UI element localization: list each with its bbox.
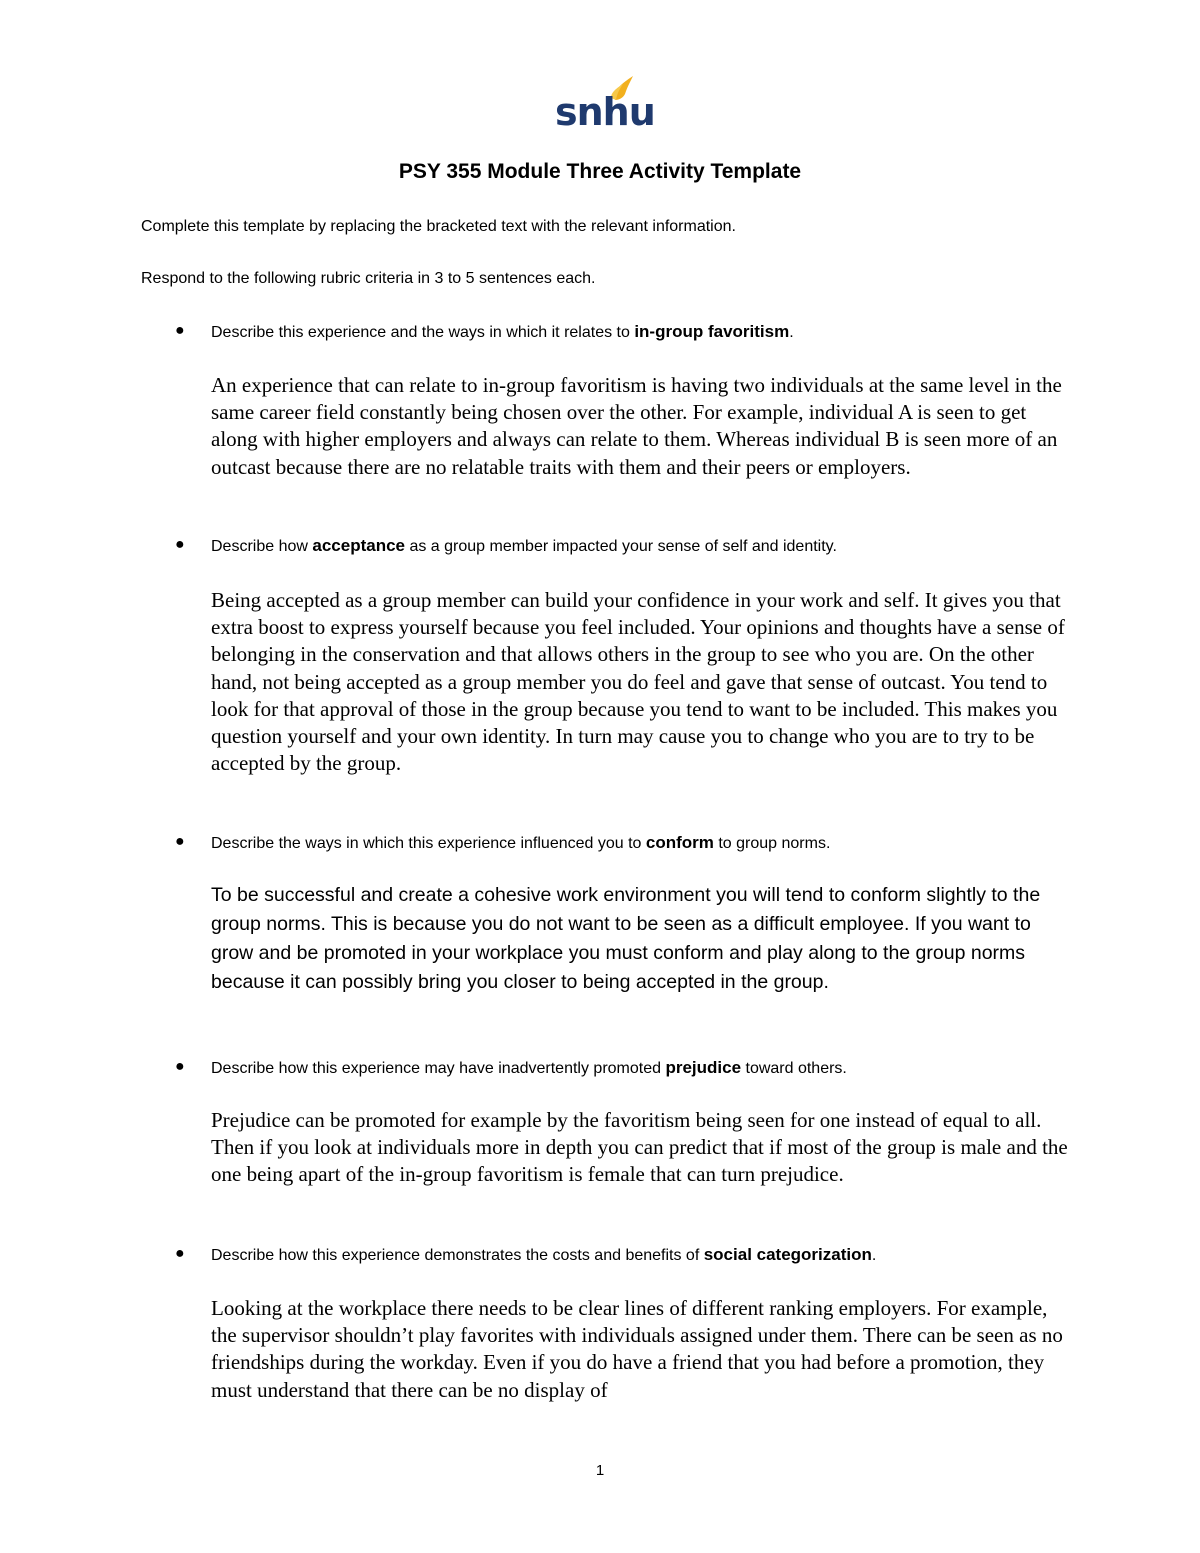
page-number: 1 xyxy=(595,1462,605,1479)
prompt-keyword: conform xyxy=(645,833,714,852)
logo-wordmark: snhu xyxy=(555,90,655,134)
prompt-keyword: social categorization xyxy=(703,1245,872,1264)
prompt-keyword: in-group favoritism xyxy=(634,322,790,341)
snhu-logo xyxy=(555,74,655,134)
bullet-icon: ● xyxy=(175,536,185,553)
answer-paragraph: Being accepted as a group member can build your confidence in your work and self. It gives you that extra boost to express yourself because you feel included. Your opinions and thoughts have a sense of belonging in the conservation and that allows others in the group to see who you are. On the other hand, not being accepted as a group member you do feel and gave that sense of outcast. You tend to look for that approval of those in the group because you tend to want to be included. This makes you question yourself and your own identity. In turn may cause you to change who you are to try to be accepted by the group. xyxy=(211,588,1065,776)
prompt-text: Describe how this experience may have inadvertently promoted prejudice toward others. xyxy=(211,1058,847,1077)
prompt-text: Describe the ways in which this experience influenced you to conform to group norms. xyxy=(211,833,831,852)
prompt-keyword: prejudice xyxy=(665,1058,742,1077)
prompt-text: Describe this experience and the ways in which it relates to in-group favoritism. xyxy=(211,322,794,341)
prompt-text: Describe how acceptance as a group member impacted your sense of self and identity. xyxy=(211,536,837,555)
bullet-icon: ● xyxy=(175,833,185,850)
prompt-text: Describe how this experience demonstrates the costs and benefits of social categorization. xyxy=(211,1245,877,1264)
answer-paragraph: To be successful and create a cohesive work environment you will tend to conform slightly to the group norms. This is because you do not want to be seen as a difficult employee. If you want to grow and be promoted in your workplace you must conform and play along to the group norms because it can possibly bring you closer to being accepted in the group. xyxy=(211,884,1041,993)
instruction-line: Complete this template by replacing the bracketed text with the relevant information. xyxy=(141,218,736,235)
bullet-icon: ● xyxy=(175,1245,185,1262)
prompt-keyword: acceptance xyxy=(312,536,405,555)
answer-paragraph: Looking at the workplace there needs to be clear lines of different ranking employers. For example, the supervisor shouldn’t play favorites with individuals assigned under them. There can be seen as no friendships during the workday. Even if you do have a friend that you had before a promotion, they must understand that there can be no display of xyxy=(211,1296,1063,1402)
document-title: PSY 355 Module Three Activity Template xyxy=(398,160,802,183)
instruction-line: Respond to the following rubric criteria in 3 to 5 sentences each. xyxy=(141,270,596,287)
bullet-icon: ● xyxy=(175,1058,185,1075)
answer-paragraph: Prejudice can be promoted for example by the favoritism being seen for one instead of equal to all. Then if you look at individuals more in depth you can predict that if most of the group is male and the one being apart of the in-group favoritism is female that can turn prejudice. xyxy=(211,1108,1068,1187)
answer-paragraph: An experience that can relate to in-group favoritism is having two individuals at the same level in the same career field constantly being chosen over the other. For example, individual A is seen to get along with higher employers and always can relate to them. Whereas individual B is seen more of an outcast because there are no relatable traits with them and their peers or employers. xyxy=(211,373,1062,479)
bullet-icon: ● xyxy=(175,322,185,339)
